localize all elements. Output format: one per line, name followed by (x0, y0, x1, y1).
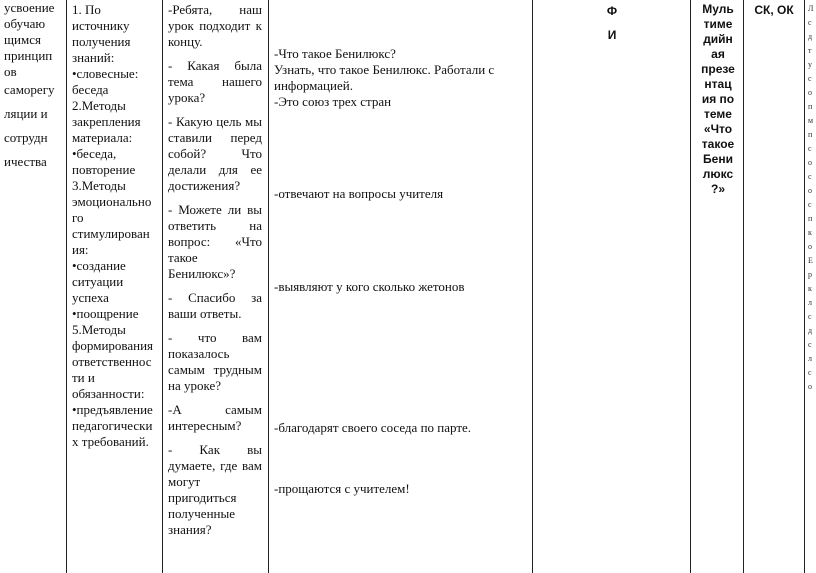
clipped-letter: к (808, 228, 812, 237)
student-response: -выявляют у кого сколько жетонов (274, 279, 465, 294)
competency-cell (4, 0, 64, 170)
clipped-letter: п (808, 102, 813, 111)
column-divider (804, 0, 805, 573)
resources-line: ?» (710, 182, 725, 196)
competency-line: ичества (4, 154, 47, 169)
clipped-letter: п (808, 214, 813, 223)
teacher-question: - Спасибо за ваши ответы. (168, 290, 262, 321)
methods-line: успеха (72, 290, 109, 305)
clipped-letter: Е (808, 256, 813, 265)
clipped-letter: с (808, 312, 812, 321)
teacher-question: - Можете ли вы ответить на вопрос: «Что такое Бенилюкс»? (168, 202, 262, 281)
student-response: -отвечают на вопросы учителя (274, 186, 444, 201)
resources-cell (698, 2, 738, 197)
column-divider (532, 0, 533, 573)
column-divider (690, 0, 691, 573)
methods-line: •поощрение (72, 306, 139, 321)
assessment-cell (748, 2, 800, 18)
clipped-letter: о (808, 242, 812, 251)
clipped-letter: о (808, 382, 812, 391)
methods-line: •словесные: (72, 66, 139, 81)
clipped-letter: л (808, 354, 812, 363)
clipped-letter: с (808, 340, 812, 349)
clipped-letter: с (808, 18, 812, 27)
methods-line: •беседа, (72, 146, 117, 161)
resources-line: теме (704, 107, 732, 121)
teacher-activity-cell (168, 2, 262, 546)
methods-line: стимулирован (72, 226, 150, 241)
competency-line: саморегу (4, 82, 55, 97)
competency-line: сотрудн (4, 130, 48, 145)
methods-line: ия: (72, 242, 89, 257)
methods-line: 5.Методы (72, 322, 126, 337)
clipped-letter: с (808, 74, 812, 83)
column-divider (268, 0, 269, 573)
teacher-question: -Ребята, наш урок подходит к концу. (168, 2, 262, 49)
resources-line: презе (701, 62, 735, 76)
teacher-question: -А самым интересным? (168, 402, 262, 433)
column-divider (66, 0, 67, 573)
methods-line: знаний: (72, 50, 115, 65)
competency-line: ляции и (4, 106, 48, 121)
clipped-letter: о (808, 186, 812, 195)
student-response: -прощаются с учителем! (274, 481, 410, 496)
clipped-letter: п (808, 130, 813, 139)
methods-line: источнику (72, 18, 130, 33)
competency-line: обучаю (4, 16, 46, 31)
resources-line: ия по (701, 92, 735, 106)
methods-cell (72, 2, 158, 450)
methods-line: ситуации (72, 274, 124, 289)
resources-line: Бени (703, 152, 733, 166)
form-letter: Ф (606, 4, 618, 18)
form-letter: И (607, 28, 617, 42)
methods-line: го (72, 210, 84, 225)
column-divider (743, 0, 744, 573)
methods-line: формирования (72, 338, 154, 353)
clipped-letter: о (808, 158, 812, 167)
teacher-question: - Как вы думаете, где вам могут пригодиться полученные знания? (168, 442, 262, 537)
methods-line: материала: (72, 130, 133, 145)
clipped-letter: Л (808, 4, 814, 13)
methods-line: •создание (72, 258, 126, 273)
clipped-column-cell (808, 2, 816, 394)
clipped-letter: с (808, 144, 812, 153)
resources-line: нтац (704, 77, 732, 91)
resources-line: Муль (702, 2, 734, 16)
resources-line: такое (701, 137, 735, 151)
clipped-letter: о (808, 88, 812, 97)
clipped-letter: р (808, 270, 812, 279)
assessment-label: СК, ОК (754, 3, 794, 17)
column-divider (162, 0, 163, 573)
teacher-question: - Какую цель мы ставили перед собой? Что делали для ее достижения? (168, 114, 262, 193)
clipped-letter: с (808, 172, 812, 181)
methods-line: ти и (72, 370, 95, 385)
clipped-letter: д (808, 326, 813, 335)
methods-line: повторение (72, 162, 136, 177)
methods-line: ответственнос (72, 354, 152, 369)
teacher-question: - что вам показалось самым трудным на уроке? (168, 330, 262, 393)
form-of-work-cell (597, 0, 627, 43)
clipped-letter: к (808, 284, 812, 293)
competency-line: щимся (4, 32, 41, 47)
clipped-letter: м (808, 116, 814, 125)
clipped-letter: л (808, 298, 812, 307)
methods-line: обязанности: (72, 386, 145, 401)
methods-line: 1. По (72, 2, 101, 17)
resources-line: дийн (703, 32, 733, 46)
methods-line: педагогически (72, 418, 153, 433)
competency-line: принцип (4, 48, 53, 63)
resources-line: люкс (702, 167, 734, 181)
clipped-letter: д (808, 32, 813, 41)
student-response: -благодарят своего соседа по парте. (274, 420, 472, 435)
clipped-letter: с (808, 200, 812, 209)
resources-line: ая (711, 47, 725, 61)
methods-line: получения (72, 34, 131, 49)
methods-line: •предъявление (72, 402, 153, 417)
resources-line: тиме (703, 17, 733, 31)
student-response: -Что такое Бенилюкс? Узнать, что такое Бенилюкс. Работали с информацией. -Это союз трех стран (274, 46, 495, 109)
methods-line: беседа (72, 82, 109, 97)
methods-line: 2.Методы (72, 98, 126, 113)
clipped-letter: у (808, 60, 812, 69)
methods-line: закрепления (72, 114, 141, 129)
teacher-question: - Какая была тема нашего урока? (168, 58, 262, 105)
competency-line: усвоение (4, 0, 55, 15)
methods-line: х требований. (72, 434, 149, 449)
clipped-letter: с (808, 368, 812, 377)
methods-line: эмоционально (72, 194, 152, 209)
methods-line: 3.Методы (72, 178, 126, 193)
competency-line: ов (4, 64, 17, 79)
clipped-letter: т (808, 46, 812, 55)
resources-line: «Что (703, 122, 733, 136)
